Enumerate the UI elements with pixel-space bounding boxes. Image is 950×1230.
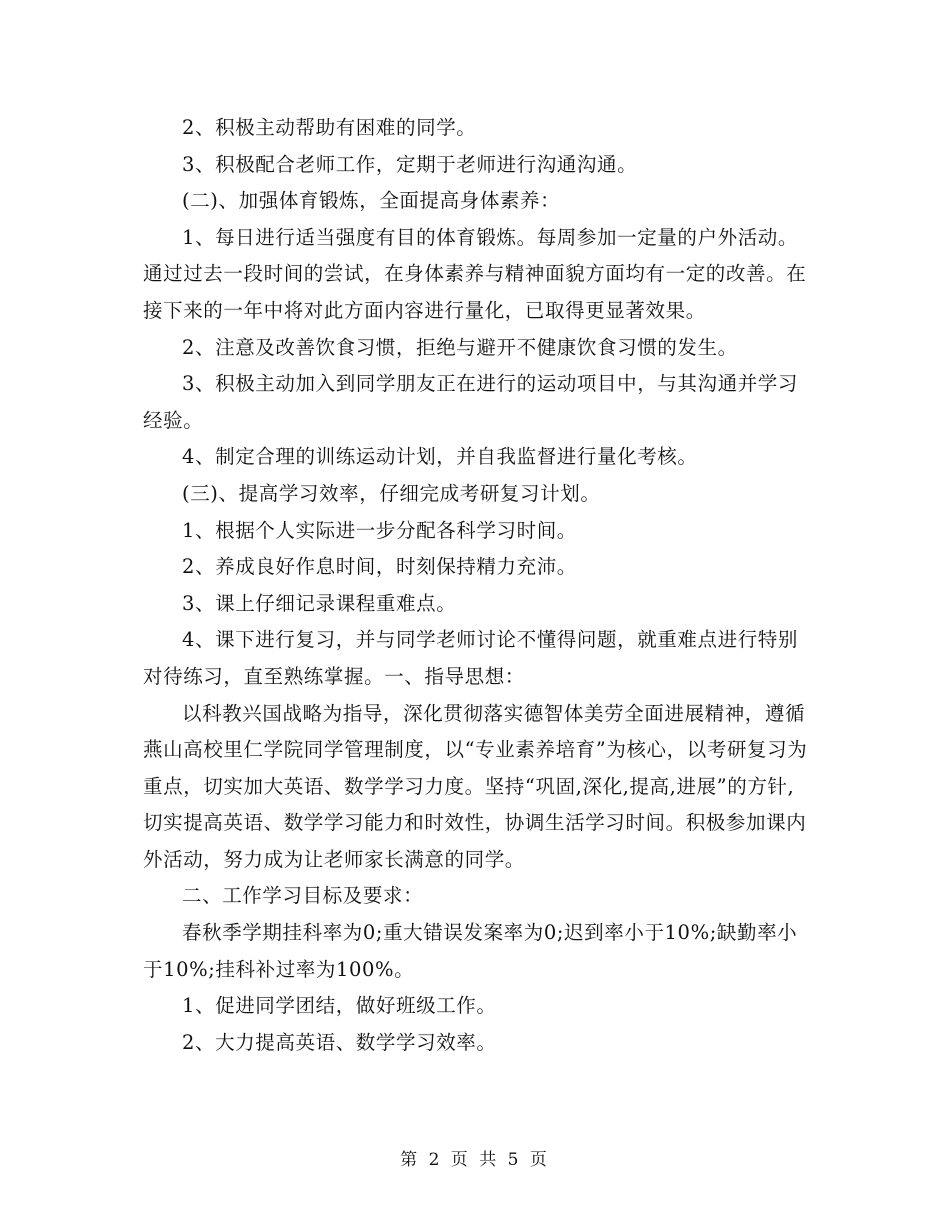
paragraph: 2、积极主动帮助有困难的同学。 xyxy=(182,116,477,139)
paragraph: 3、课上仔细记录课程重难点。 xyxy=(182,591,457,615)
section-heading: (三)、提高学习效率，仔细完成考研复习计划。 xyxy=(182,481,601,505)
paragraph: 1、促进同学团结，做好班级工作。 xyxy=(182,994,497,1018)
paragraph: 1、每日进行适当强度有目的体育锻炼。每周参加一定量的户外活动。通过过去一段时间的尝试，在身体素养与精神面貌方面均有一定的改善。在接下来的一年中将对此方面内容进行量化，已取得更显著效果。 xyxy=(143,225,807,322)
paragraph: 2、大力提高英语、数学学习效率。 xyxy=(182,1030,497,1054)
paragraph: 春秋季学期挂科率为0;重大错误发案率为0;迟到率小于10%;缺勤率小于10%;挂科补过率为100%。 xyxy=(143,921,798,981)
paragraph: 2、注意及改善饮食习惯，拒绝与避开不健康饮食习惯的发生。 xyxy=(182,335,738,359)
paragraph: 1、根据个人实际进一步分配各科学习时间。 xyxy=(182,518,577,542)
page-number-footer: 第 2 页 共 5 页 xyxy=(400,1150,550,1170)
paragraph: 3、积极配合老师工作，定期于老师进行沟通沟通。 xyxy=(182,152,638,176)
paragraph: 以科教兴国战略为指导，深化贯彻落实德智体美劳全面进展精神，遵循燕山高校里仁学院同学管理制度，以“专业素养培育”为核心，以考研复习为重点，切实加大英语、数学学习力度。坚持“巩固,深化,提高,进展”的方针,切实提高英语、数学学习能力和时效性，协调生活学习时间。积极参加课内外活动，努力成为让老师家长满意的同学。 xyxy=(143,701,808,871)
paragraph: 4、课下进行复习，并与同学老师讨论不懂得问题，就重难点进行特别对待练习，直至熟练掌握。一、指导思想： xyxy=(143,628,799,688)
section-heading: (二)、加强体育锻炼，全面提高身体素养： xyxy=(182,189,561,213)
paragraph: 3、积极主动加入到同学朋友正在进行的运动项目中，与其沟通并学习经验。 xyxy=(143,372,799,432)
paragraph: 2、养成良好作息时间，时刻保持精力充沛。 xyxy=(182,555,577,579)
document-body xyxy=(143,110,813,1061)
section-heading: 二、工作学习目标及要求： xyxy=(182,884,424,908)
paragraph: 4、制定合理的训练运动计划，并自我监督进行量化考核。 xyxy=(182,445,698,469)
